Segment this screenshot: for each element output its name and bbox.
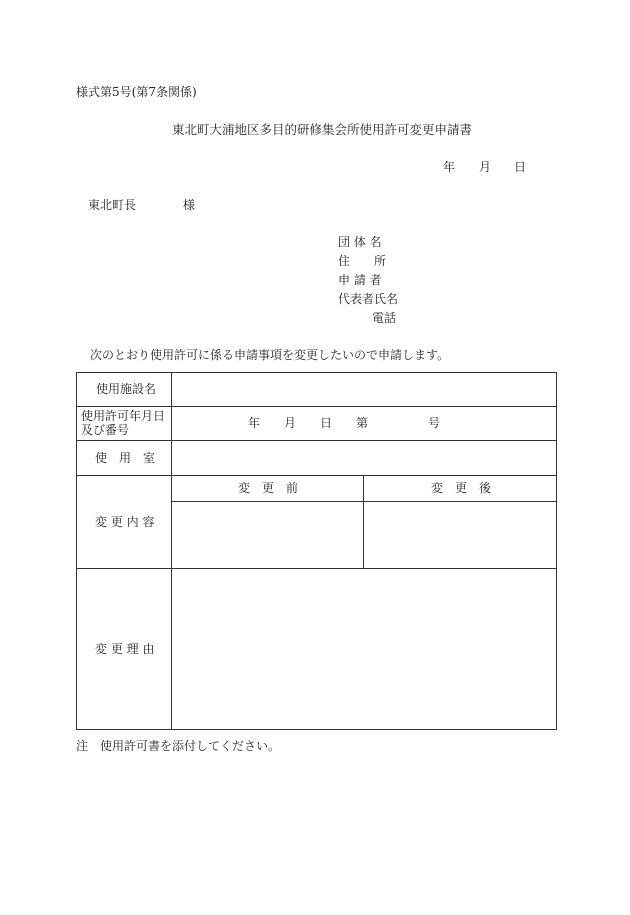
after-field[interactable]	[364, 502, 556, 567]
applicant-address-label: 住 所	[338, 254, 387, 268]
change-label: 変 更 内 容	[95, 515, 155, 529]
statement: 次のとおり使用許可に係る申請事項を変更したいので申請します。	[90, 348, 450, 362]
reason-label: 変 更 理 由	[95, 642, 155, 656]
before-field[interactable]	[172, 502, 362, 567]
date-month: 月	[479, 160, 492, 174]
permit-label-1: 使用許可年月日	[81, 409, 166, 423]
form-number: 様式第5号(第7条関係)	[76, 85, 197, 99]
room-label: 使 用 室	[95, 451, 156, 465]
date-year: 年	[443, 160, 456, 174]
document-title: 東北町大浦地区多目的研修集会所使用許可変更申請書	[172, 122, 473, 137]
note: 注 使用許可書を添付してください。	[76, 739, 281, 753]
addressee-honorific: 様	[183, 198, 196, 212]
after-label: 変 更 後	[431, 481, 492, 495]
applicant-group-label: 団 体 名	[338, 235, 382, 249]
before-label: 変 更 前	[238, 481, 299, 495]
representative-label: 代表者氏名	[338, 292, 399, 306]
row-divider	[76, 406, 557, 407]
date-day: 日	[514, 160, 527, 174]
applicant-label: 申 請 者	[338, 273, 382, 287]
addressee-name: 東北町長	[88, 198, 137, 212]
row-divider	[76, 475, 557, 476]
facility-label: 使用施設名	[96, 382, 157, 396]
facility-field[interactable]	[172, 373, 556, 405]
reason-field[interactable]	[172, 569, 556, 729]
permit-label-2: 及び番号	[81, 423, 130, 437]
room-field[interactable]	[172, 441, 556, 474]
phone-label: 電話	[372, 311, 397, 325]
permit-value: 年 月 日 第 号	[248, 416, 441, 430]
